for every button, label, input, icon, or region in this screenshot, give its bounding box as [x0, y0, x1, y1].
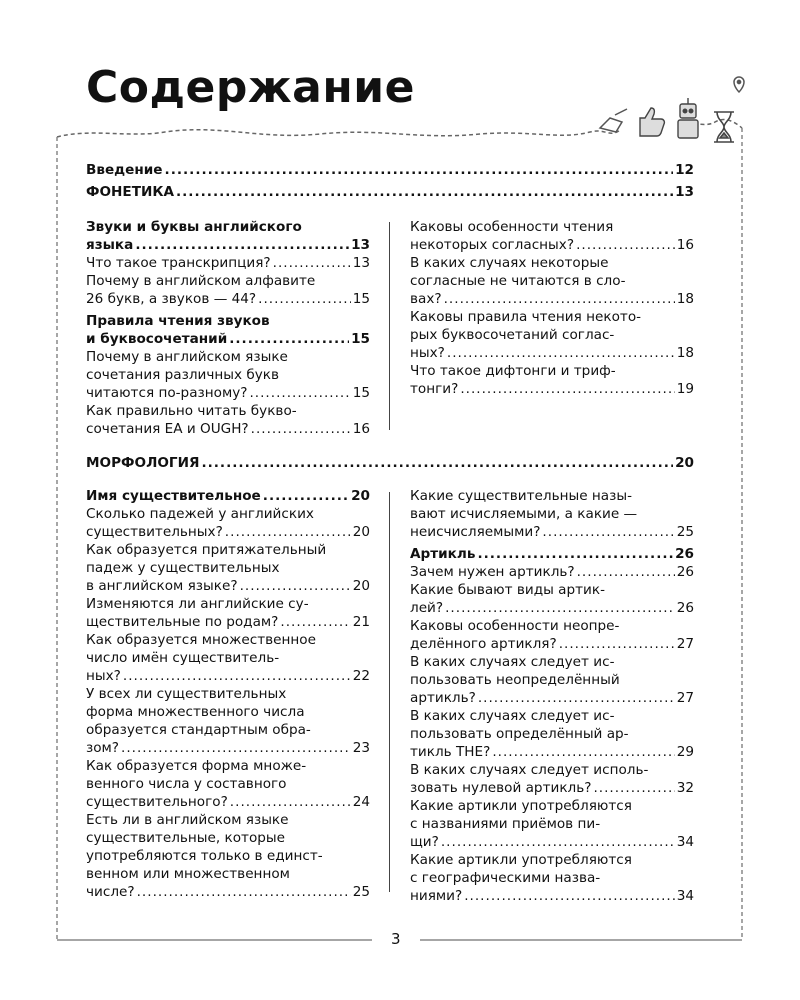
toc-line: Какие существительные назы- — [410, 488, 633, 504]
toc-line: Есть ли в английском языке — [86, 812, 289, 828]
toc-line: Каковы особенности неопре- — [410, 618, 620, 634]
map-pin-icon — [734, 77, 744, 92]
robot-icon — [678, 98, 698, 138]
toc-entry[interactable]: 26 букв, а звуков — 44? ..... 15 — [86, 291, 370, 309]
toc-line: Что такое дифтонги и триф- — [410, 363, 616, 379]
toc-line: пользовать неопределённый — [410, 672, 620, 688]
toc-entry[interactable]: существительных? ..... 20 — [86, 524, 370, 542]
toc-line: В каких случаях следует исполь- — [410, 762, 649, 778]
toc-line: Какие бывают виды артик- — [410, 582, 605, 598]
toc-entry[interactable]: делённого артикля? ..... 27 — [410, 636, 694, 654]
toc-entry[interactable]: Зачем нужен артикль? ..... 26 — [410, 564, 694, 582]
toc-entry-phonetics[interactable]: ФОНЕТИКА ..... 13 — [86, 184, 694, 202]
toc-line: форма множественного числа — [86, 704, 305, 720]
page-number: 3 — [391, 930, 401, 948]
toc-line: венном или множественном — [86, 866, 290, 882]
toc-line: число имён существитель- — [86, 650, 280, 666]
toc-line: с названиями приёмов пи- — [410, 816, 601, 832]
toc-entry[interactable]: ных? ..... 18 — [410, 345, 694, 363]
toc-entry[interactable]: артикль? ..... 27 — [410, 690, 694, 708]
toc-line: употребляются только в единст- — [86, 848, 323, 864]
toc-entry[interactable]: вах? ..... 18 — [410, 291, 694, 309]
toc-entry[interactable]: лей? ..... 26 — [410, 600, 694, 618]
toc-entry[interactable]: существительного? ..... 24 — [86, 794, 370, 812]
toc-entry[interactable]: сочетания EA и OUGH? ..... 16 — [86, 421, 370, 439]
toc-entry[interactable]: зовать нулевой артикль? ..... 32 — [410, 780, 694, 798]
toc-line: Изменяются ли английские су- — [86, 596, 309, 612]
toc-entry[interactable]: щи? ..... 34 — [410, 834, 694, 852]
section-title: Звуки и буквы английского — [86, 219, 302, 235]
toc-line: В каких случаях некоторые — [410, 255, 609, 271]
page-title: Содержание — [86, 62, 415, 113]
toc-entry-morphology[interactable]: МОРФОЛОГИЯ ..... 20 — [86, 455, 694, 473]
toc-line: вают исчисляемыми, а какие — — [410, 506, 638, 522]
toc-entry[interactable]: тикль THE? ..... 29 — [410, 744, 694, 762]
toc-line: Как правильно читать букво- — [86, 403, 297, 419]
toc-line: сочетания различных букв — [86, 367, 280, 383]
toc-line: В каких случаях следует ис- — [410, 654, 615, 670]
toc-entry-introduction[interactable]: Введение ..... 12 — [86, 162, 694, 180]
toc-line: образуется стандартным обра- — [86, 722, 311, 738]
toc-line: Каковы особенности чтения — [410, 219, 614, 235]
toc-line: падеж у существительных — [86, 560, 280, 576]
toc-entry[interactable]: ществительные по родам? ..... 21 — [86, 614, 370, 632]
toc-line: согласные не читаются в сло- — [410, 273, 626, 289]
toc-entry[interactable]: Имя существительное ..... 20 — [86, 488, 370, 506]
toc-line: существительные, которые — [86, 830, 286, 846]
toc-line: Каковы правила чтения некото- — [410, 309, 642, 325]
column-divider — [389, 222, 390, 430]
toc-entry[interactable]: читаются по-разному? ..... 15 — [86, 385, 370, 403]
toc-entry[interactable]: неисчисляемыми? ..... 25 — [410, 524, 694, 542]
toc-line: Сколько падежей у английских — [86, 506, 314, 522]
scroll-quill-icon — [600, 109, 627, 132]
toc-entry[interactable]: некоторых согласных? ..... 16 — [410, 237, 694, 255]
toc-line: рых буквосочетаний соглас- — [410, 327, 615, 343]
toc-line: В каких случаях следует ис- — [410, 708, 615, 724]
toc-line: Как образуется притяжательный — [86, 542, 327, 558]
toc-line: У всех ли существительных — [86, 686, 287, 702]
toc-line: Какие артикли употребляются — [410, 852, 632, 868]
wavy-header-line — [57, 130, 620, 137]
toc-line: Как образуется форма множе- — [86, 758, 307, 774]
thumbs-up-icon — [640, 108, 664, 136]
toc-line: пользовать определённый ар- — [410, 726, 629, 742]
toc-entry[interactable]: числе? ..... 25 — [86, 884, 370, 902]
column-divider — [389, 492, 390, 892]
toc-entry[interactable]: Что такое транскрипция? ..... 13 — [86, 255, 370, 273]
section-title: Правила чтения звуков — [86, 313, 270, 329]
toc-entry[interactable]: Артикль ..... 26 — [410, 546, 694, 564]
toc-entry[interactable]: языка ..... 13 — [86, 237, 370, 255]
toc-line: Почему в английском алфавите — [86, 273, 316, 289]
hourglass-icon — [714, 112, 734, 142]
toc-entry[interactable]: и буквосочетаний ..... 15 — [86, 331, 370, 349]
toc-entry[interactable]: ных? ..... 22 — [86, 668, 370, 686]
toc-entry[interactable]: ниями? ..... 34 — [410, 888, 694, 906]
toc-entry[interactable]: зом? ..... 23 — [86, 740, 370, 758]
toc-line: Как образуется множественное — [86, 632, 316, 648]
toc-line: с географическими назва- — [410, 870, 601, 886]
toc-entry[interactable]: в английском языке? ..... 20 — [86, 578, 370, 596]
toc-entry[interactable]: тонги? ..... 19 — [410, 381, 694, 399]
toc-line: венного числа у составного — [86, 776, 287, 792]
toc-line: Какие артикли употребляются — [410, 798, 632, 814]
toc-line: Почему в английском языке — [86, 349, 288, 365]
